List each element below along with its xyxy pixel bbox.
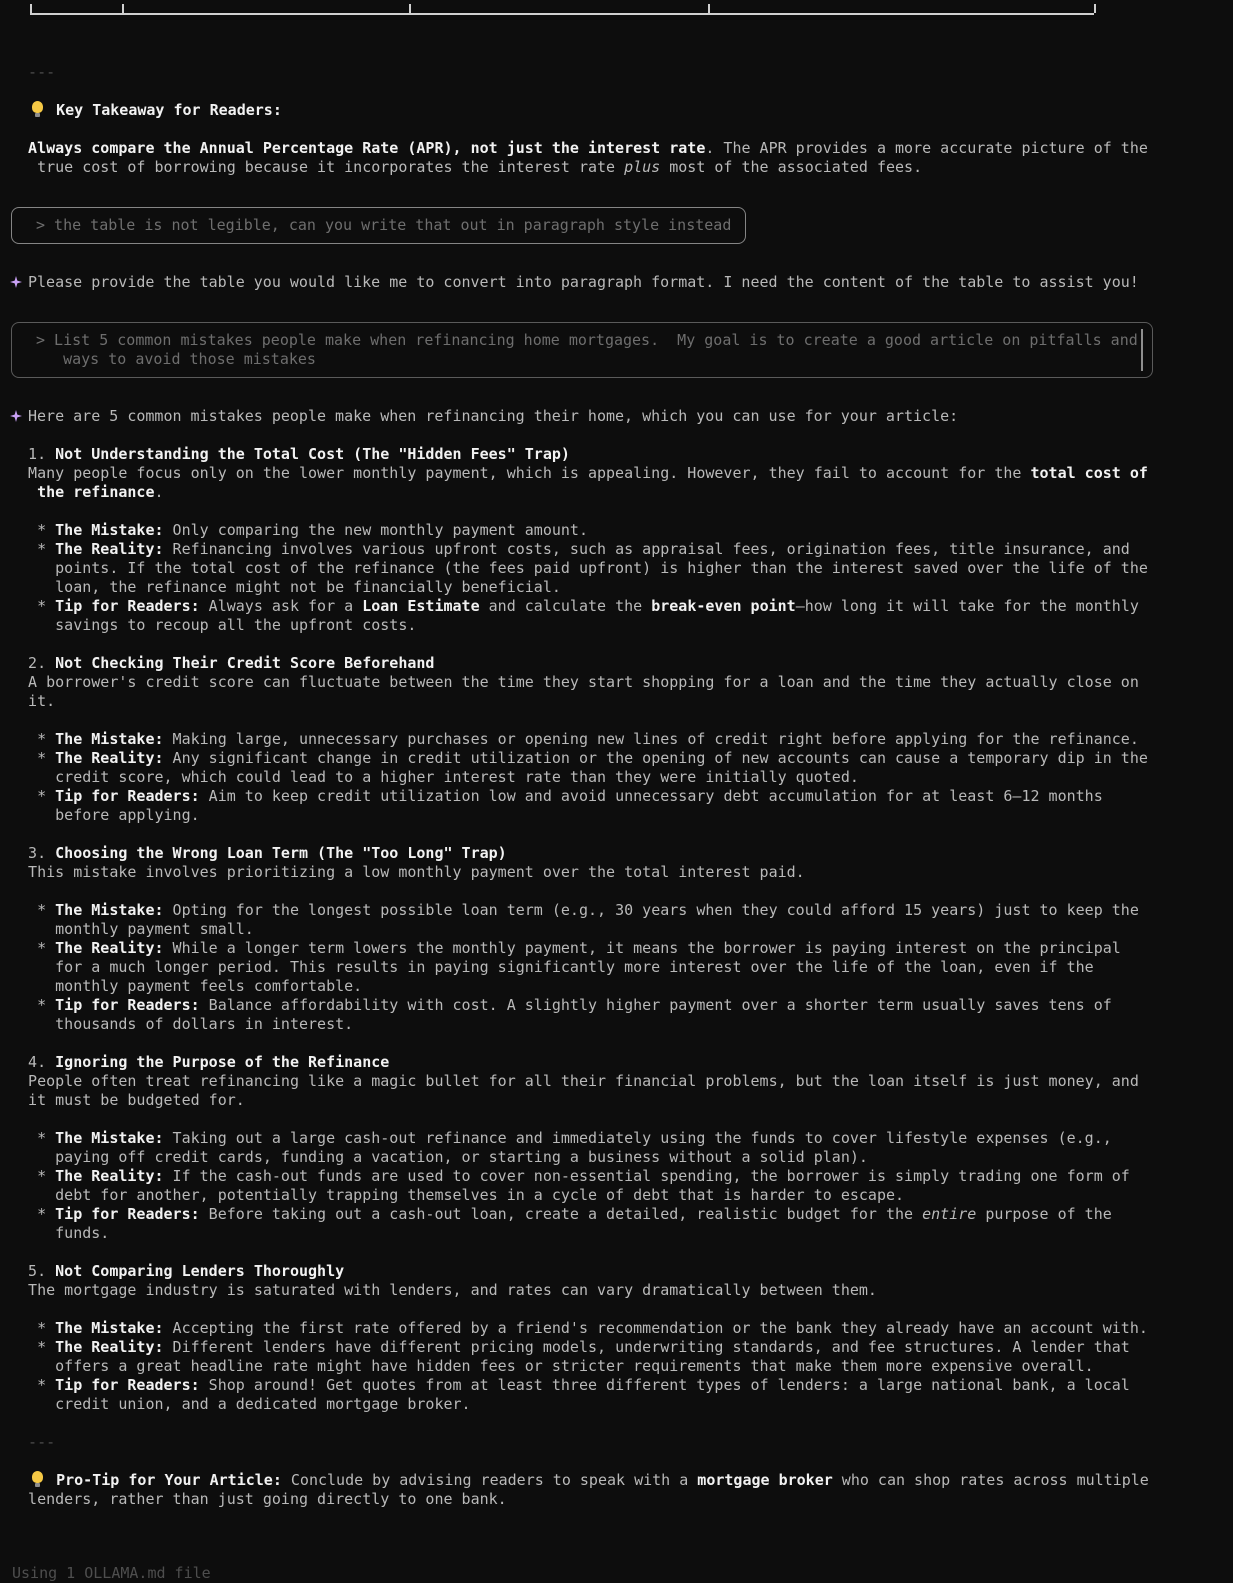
text-segment: break-even point [651,597,796,615]
text-segment: Aim to keep credit utilization low and avoid unnecessary debt accumulation for at least 6–12 months [199,787,1103,805]
text-segment: The Mistake: [55,901,164,919]
text-segment: debt for another, potentially trapping themselves in a cycle of debt that is harder to escape. [10,1186,905,1204]
text-segment: true cost of borrowing because it incorporates the interest rate [10,158,625,176]
text-line [10,445,1229,464]
text-segment: 1. [10,445,56,463]
text-line [10,882,1229,901]
text-segment: purpose of the [976,1205,1112,1223]
lightbulb-icon [31,1471,44,1487]
text-segment: and calculate the [479,597,652,615]
text-line [10,692,1229,711]
text-segment: mortgage broker [697,1471,833,1489]
text-segment: who can shop rates across multiple [832,1471,1149,1489]
text-line [10,464,1229,483]
text-segment: credit union, and a dedicated mortgage broker. [10,1395,471,1413]
text-line [10,483,1229,502]
text-segment: * [10,939,56,957]
text-segment: Making large, unnecessary purchases or opening new lines of credit right before applying for the refinance. [163,730,1139,748]
text-segment: * [10,749,56,767]
text-segment: Not Understanding the Total Cost (The "Hidden Fees" Trap) [55,445,570,463]
text-segment: Always compare the Annual Percentage Rate (APR), not just the interest rate [10,139,706,157]
text-segment: paying off credit cards, funding a vacation, or starting a business without a solid plan). [10,1148,868,1166]
conversation [10,63,1229,1509]
lightbulb-icon [31,101,44,117]
text-segment: points. If the total cost of the refinance (the fees paid upfront) is higher than the interest saved over the life of the [10,559,1148,577]
text-segment: . The APR provides a more accurate picture of the [705,139,1148,157]
text-segment: 4. [10,1053,56,1071]
text-line [10,1281,1229,1300]
text-segment: * [10,1319,56,1337]
text-line [10,958,1229,977]
text-segment: Opting for the longest possible loan term (e.g., 30 years when they could afford 15 years) just to keep the [163,901,1139,919]
table-column-tick [30,4,32,13]
text-segment: Any significant change in credit utilization or the opening of new accounts can cause a temporary dip in the [163,749,1148,767]
text-line [10,711,1229,730]
text-line [10,635,1229,654]
text-line [10,1395,1229,1414]
text-segment: monthly payment small. [10,920,254,938]
text-line [10,502,1229,521]
text-segment: —how long it will take for the monthly [795,597,1139,615]
text-segment: Tip for Readers: [55,1205,200,1223]
text-line [10,616,1229,635]
text-segment: If the cash-out funds are used to cover non-essential spending, the borrower is simply trading one form of [163,1167,1130,1185]
text-segment: The Mistake: [55,1129,164,1147]
text-line [10,901,1229,920]
text-segment: Please provide the table you would like me to convert into paragraph format. I need the content of the table to assist you! [28,273,1139,291]
text-segment: Pro-Tip for Your Article: [47,1471,282,1489]
text-segment: Ignoring the Purpose of the Refinance [55,1053,390,1071]
text-line [10,559,1229,578]
text-segment: * [10,787,56,805]
text-line [10,254,1229,273]
text-line [10,82,1229,101]
text-segment: The Reality: [55,1338,164,1356]
text-segment: The Mistake: [55,1319,164,1337]
text-segment: lenders, rather than just going directly to one bank. [10,1490,507,1508]
text-segment: The Mistake: [55,521,164,539]
text-segment: most of the associated fees. [660,158,923,176]
text-line [10,1015,1229,1034]
text-segment: for a much longer period. This results in paying significantly more interest over the life of the loan, even if the [10,958,1094,976]
text-segment: Balance affordability with cost. A slightly higher payment over a shorter term usually saves tens of [199,996,1112,1014]
text-segment: the refinance [37,483,155,501]
text-segment: The Mistake: [55,730,164,748]
text-segment: Tip for Readers: [55,787,200,805]
gemini-star-icon [10,276,22,288]
text-line [36,216,731,235]
text-line [10,1490,1229,1509]
text-line [10,426,1229,445]
text-segment: * [10,540,56,558]
text-line [10,139,1229,158]
text-segment [10,101,28,119]
text-segment: Key Takeaway for Readers: [47,101,282,119]
text-line [10,120,1229,139]
text-line [10,521,1229,540]
text-line [10,1433,1229,1452]
text-line [10,977,1229,996]
table-column-tick [708,4,710,13]
text-line [10,1034,1229,1053]
text-line [10,1262,1229,1281]
text-segment: * [10,996,56,1014]
text-line [10,1357,1229,1376]
text-line [36,331,1138,350]
text-segment: Before taking out a cash-out loan, create a detailed, realistic budget for the [199,1205,923,1223]
text-line [10,1300,1229,1319]
text-cursor [1141,329,1143,371]
text-line [10,292,1229,311]
text-segment: Always ask for a [199,597,363,615]
text-segment: Refinancing involves various upfront costs, such as appraisal fees, origination fees, title insurance, and [163,540,1130,558]
text-segment: funds. [10,1224,110,1242]
text-segment: * [10,1129,56,1147]
text-line [10,1110,1229,1129]
text-segment: loan, the refinance might not be financially beneficial. [10,578,561,596]
text-segment: entire [922,1205,977,1223]
text-line [10,996,1229,1015]
text-segment: Tip for Readers: [55,597,200,615]
text-segment: . [154,483,164,501]
text-line [10,825,1229,844]
text-line [10,273,1229,292]
text-segment: The Reality: [55,540,164,558]
text-segment: * [10,901,56,919]
text-segment: * [10,1376,56,1394]
text-line [10,63,1229,82]
text-line [10,1072,1229,1091]
text-line [10,1148,1229,1167]
text-segment: Not Checking Their Credit Score Beforehand [55,654,435,672]
text-line [10,597,1229,616]
text-line [10,939,1229,958]
text-segment: 2. [10,654,56,672]
text-line [10,407,1229,426]
text-line [10,1167,1229,1186]
text-segment: it. [10,692,56,710]
text-line [10,1243,1229,1262]
text-segment: 5. [10,1262,56,1280]
text-line [10,158,1229,177]
text-segment: * [10,597,56,615]
text-segment: credit score, which could lead to a higher interest rate than they were initially quoted. [10,768,859,786]
text-segment: People often treat refinancing like a magic bullet for all their financial problems, but the loan itself is just money, and [10,1072,1139,1090]
assistant-response-ask-table [10,254,1229,311]
text-line [10,654,1229,673]
text-line [10,806,1229,825]
assistant-response-takeaway [10,63,1229,196]
text-segment: The Reality: [55,1167,164,1185]
text-segment: > the table is not legible, can you write that out in paragraph style instead [36,216,732,234]
text-line [10,749,1229,768]
text-segment: it must be budgeted for. [10,1091,245,1109]
text-line [10,540,1229,559]
text-segment: Accepting the first rate offered by a friend's recommendation or the bank they already have an account with. [163,1319,1148,1337]
text-segment: Different lenders have different pricing models, underwriting standards, and fee structures. A lender that [163,1338,1130,1356]
text-segment: Conclude by advising readers to speak with a [281,1471,698,1489]
text-segment: * [10,1338,56,1356]
assistant-response-mistakes [10,388,1229,1509]
text-line [10,177,1229,196]
text-line [10,730,1229,749]
text-line [10,673,1229,692]
text-line [10,578,1229,597]
text-segment: Shop around! Get quotes from at least three different types of lenders: a large national bank, a local [199,1376,1130,1394]
text-line [10,1205,1229,1224]
text-segment: monthly payment feels comfortable. [10,977,363,995]
text-segment [10,483,37,501]
text-segment: * [10,1205,56,1223]
text-segment: --- [10,1433,56,1451]
text-segment: Here are 5 common mistakes people make when refinancing their home, which you can use for your article: [28,407,959,425]
text-segment: --- [10,63,56,81]
text-segment: While a longer term lowers the monthly payment, it means the borrower is paying interest on the principal [163,939,1121,957]
text-line [10,1338,1229,1357]
text-segment: The Reality: [55,939,164,957]
text-line [10,1129,1229,1148]
text-segment: This mistake involves prioritizing a low monthly payment over the total interest paid. [10,863,805,881]
text-segment: > List 5 common mistakes people make when refinancing home mortgages. My goal is to create a good article on pitfalls and [36,331,1138,349]
text-segment: Many people focus only on the lower monthly payment, which is appealing. However, they fail to account for the [10,464,1031,482]
text-line [10,1471,1229,1490]
table-bottom-border [30,0,1094,15]
text-segment: Only comparing the new monthly payment amount. [163,521,588,539]
text-line [10,768,1229,787]
text-line [10,1452,1229,1471]
text-segment [10,1471,28,1489]
text-segment: Tip for Readers: [55,1376,200,1394]
text-segment: Choosing the Wrong Loan Term (The "Too Long" Trap) [55,844,507,862]
text-line [36,350,1138,369]
text-line [10,920,1229,939]
table-column-tick [1094,4,1096,13]
text-line [10,1376,1229,1395]
text-segment: thousands of dollars in interest. [10,1015,354,1033]
text-segment: * [10,521,56,539]
text-line [10,1186,1229,1205]
text-segment: before applying. [10,806,200,824]
text-segment: The mortgage industry is saturated with lenders, and rates can vary dramatically between them. [10,1281,877,1299]
text-segment: A borrower's credit score can fluctuate between the time they start shopping for a loan and the time they actually close on [10,673,1139,691]
text-line [10,388,1229,407]
context-file-status: Using 1 OLLAMA.md file [12,1564,211,1582]
table-column-tick [409,4,411,13]
text-segment: 3. [10,844,56,862]
table-column-tick [122,4,124,13]
text-segment: savings to recoup all the upfront costs. [10,616,417,634]
text-line [10,844,1229,863]
user-prompt-2 [11,322,1153,378]
text-line [10,1091,1229,1110]
text-segment: Taking out a large cash-out refinance and immediately using the funds to cover lifestyle expenses (e.g., [163,1129,1112,1147]
text-segment: * [10,1167,56,1185]
gemini-star-icon [10,410,22,422]
text-line [10,1224,1229,1243]
text-line [10,101,1229,120]
text-segment: The Reality: [55,749,164,767]
text-line [10,1319,1229,1338]
text-segment: ways to avoid those mistakes [36,350,316,368]
text-segment: total cost of [1030,464,1148,482]
text-line [10,863,1229,882]
text-segment: Tip for Readers: [55,996,200,1014]
text-segment: Loan Estimate [362,597,480,615]
text-segment: * [10,730,56,748]
text-line [10,1414,1229,1433]
text-line [10,1053,1229,1072]
text-segment: plus [624,158,661,176]
text-segment: offers a great headline rate might have hidden fees or stricter requirements that make them more expensive overall. [10,1357,1094,1375]
text-line [10,787,1229,806]
user-prompt-1 [11,207,746,244]
text-segment: Not Comparing Lenders Thoroughly [55,1262,345,1280]
